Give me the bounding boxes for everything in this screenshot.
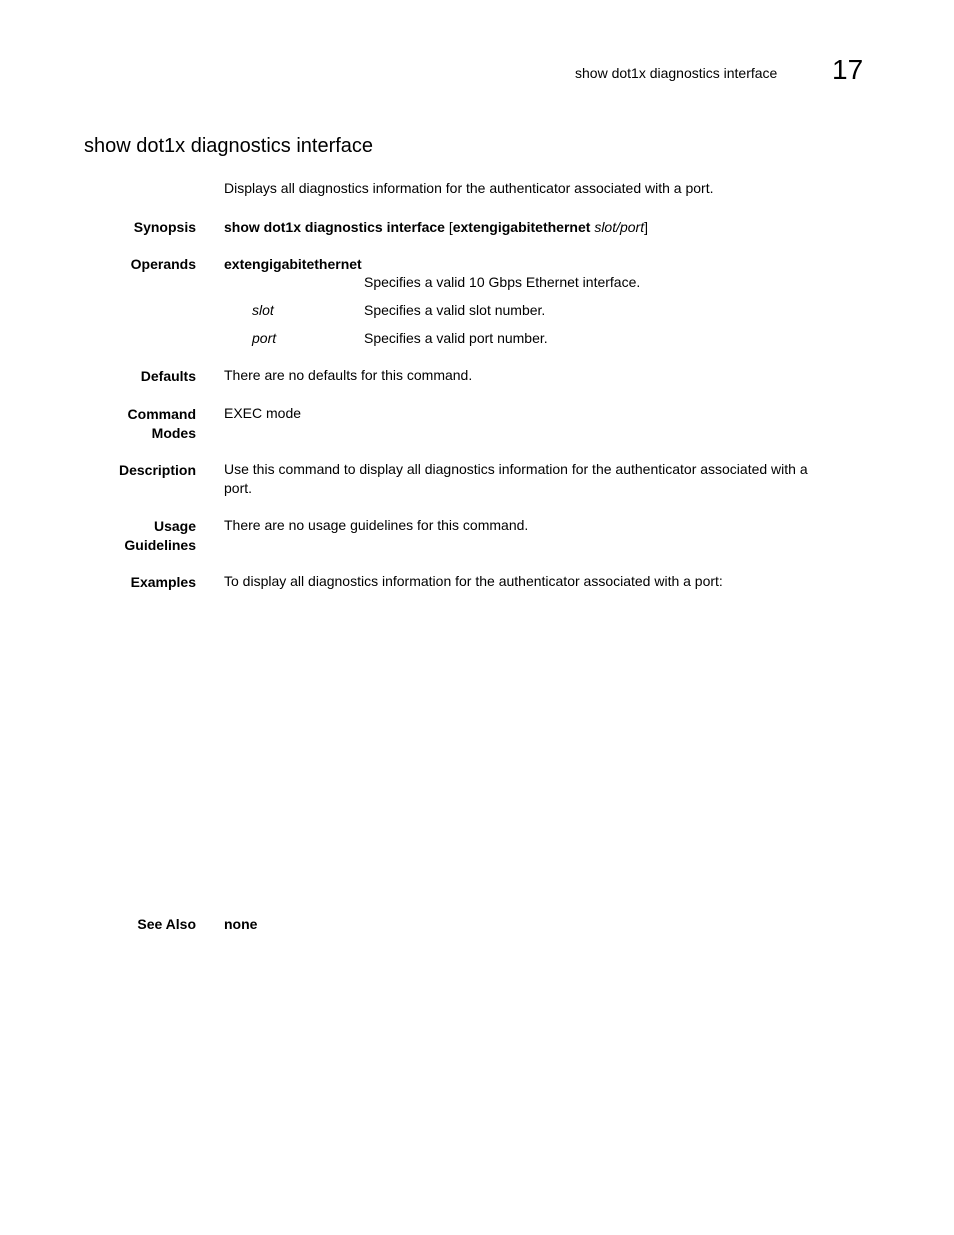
defaults-text: There are no defaults for this command. — [224, 367, 473, 383]
defaults-label: Defaults — [140, 368, 196, 384]
page-title: show dot1x diagnostics interface — [84, 135, 374, 157]
synopsis-command: show dot1x diagnostics interface — [224, 219, 445, 235]
command-modes-text: EXEC mode — [224, 405, 302, 421]
examples-text: To display all diagnostics information for the authenticator associated with a port: — [224, 573, 723, 589]
synopsis-open-bracket: [ — [448, 219, 453, 235]
operand-slot: slot — [252, 302, 274, 318]
description-text — [224, 460, 808, 498]
synopsis-args: slot/port — [594, 219, 645, 235]
synopsis-text — [224, 218, 648, 237]
usage-label-line2: Guidelines — [124, 537, 196, 553]
description-line1: Use this command to display all diagnostics information for the authenticator associated with a — [224, 461, 808, 477]
description-line2: port. — [224, 480, 253, 496]
chapter-number: 17 — [832, 54, 864, 85]
running-title: show dot1x diagnostics interface — [575, 65, 778, 81]
description-label: Description — [118, 462, 196, 478]
synopsis-label: Synopsis — [133, 219, 196, 235]
operand-keyword: extengigabitethernet — [224, 256, 362, 272]
synopsis-keyword: extengigabitethernet — [452, 219, 591, 235]
usage-label-line1: Usage — [153, 518, 196, 534]
operand-port-desc: Specifies a valid port number. — [364, 330, 548, 346]
command-modes-label — [128, 405, 196, 443]
operand-port: port — [252, 330, 277, 346]
examples-label: Examples — [130, 574, 196, 590]
usage-label — [124, 517, 196, 555]
see-also-text: none — [224, 916, 258, 932]
intro-text: Displays all diagnostics information for the authenticator associated with a port. — [224, 180, 714, 196]
usage-text: There are no usage guidelines for this command. — [224, 517, 529, 533]
synopsis-close-bracket: ] — [644, 219, 649, 235]
operand-keyword-desc: Specifies a valid 10 Gbps Ethernet interface. — [364, 274, 641, 290]
command-modes-label-line1: Command — [127, 406, 196, 422]
operand-slot-desc: Specifies a valid slot number. — [364, 302, 546, 318]
command-modes-label-line2: Modes — [151, 425, 196, 441]
see-also-label: See Also — [137, 916, 196, 932]
operands-label: Operands — [130, 256, 196, 272]
